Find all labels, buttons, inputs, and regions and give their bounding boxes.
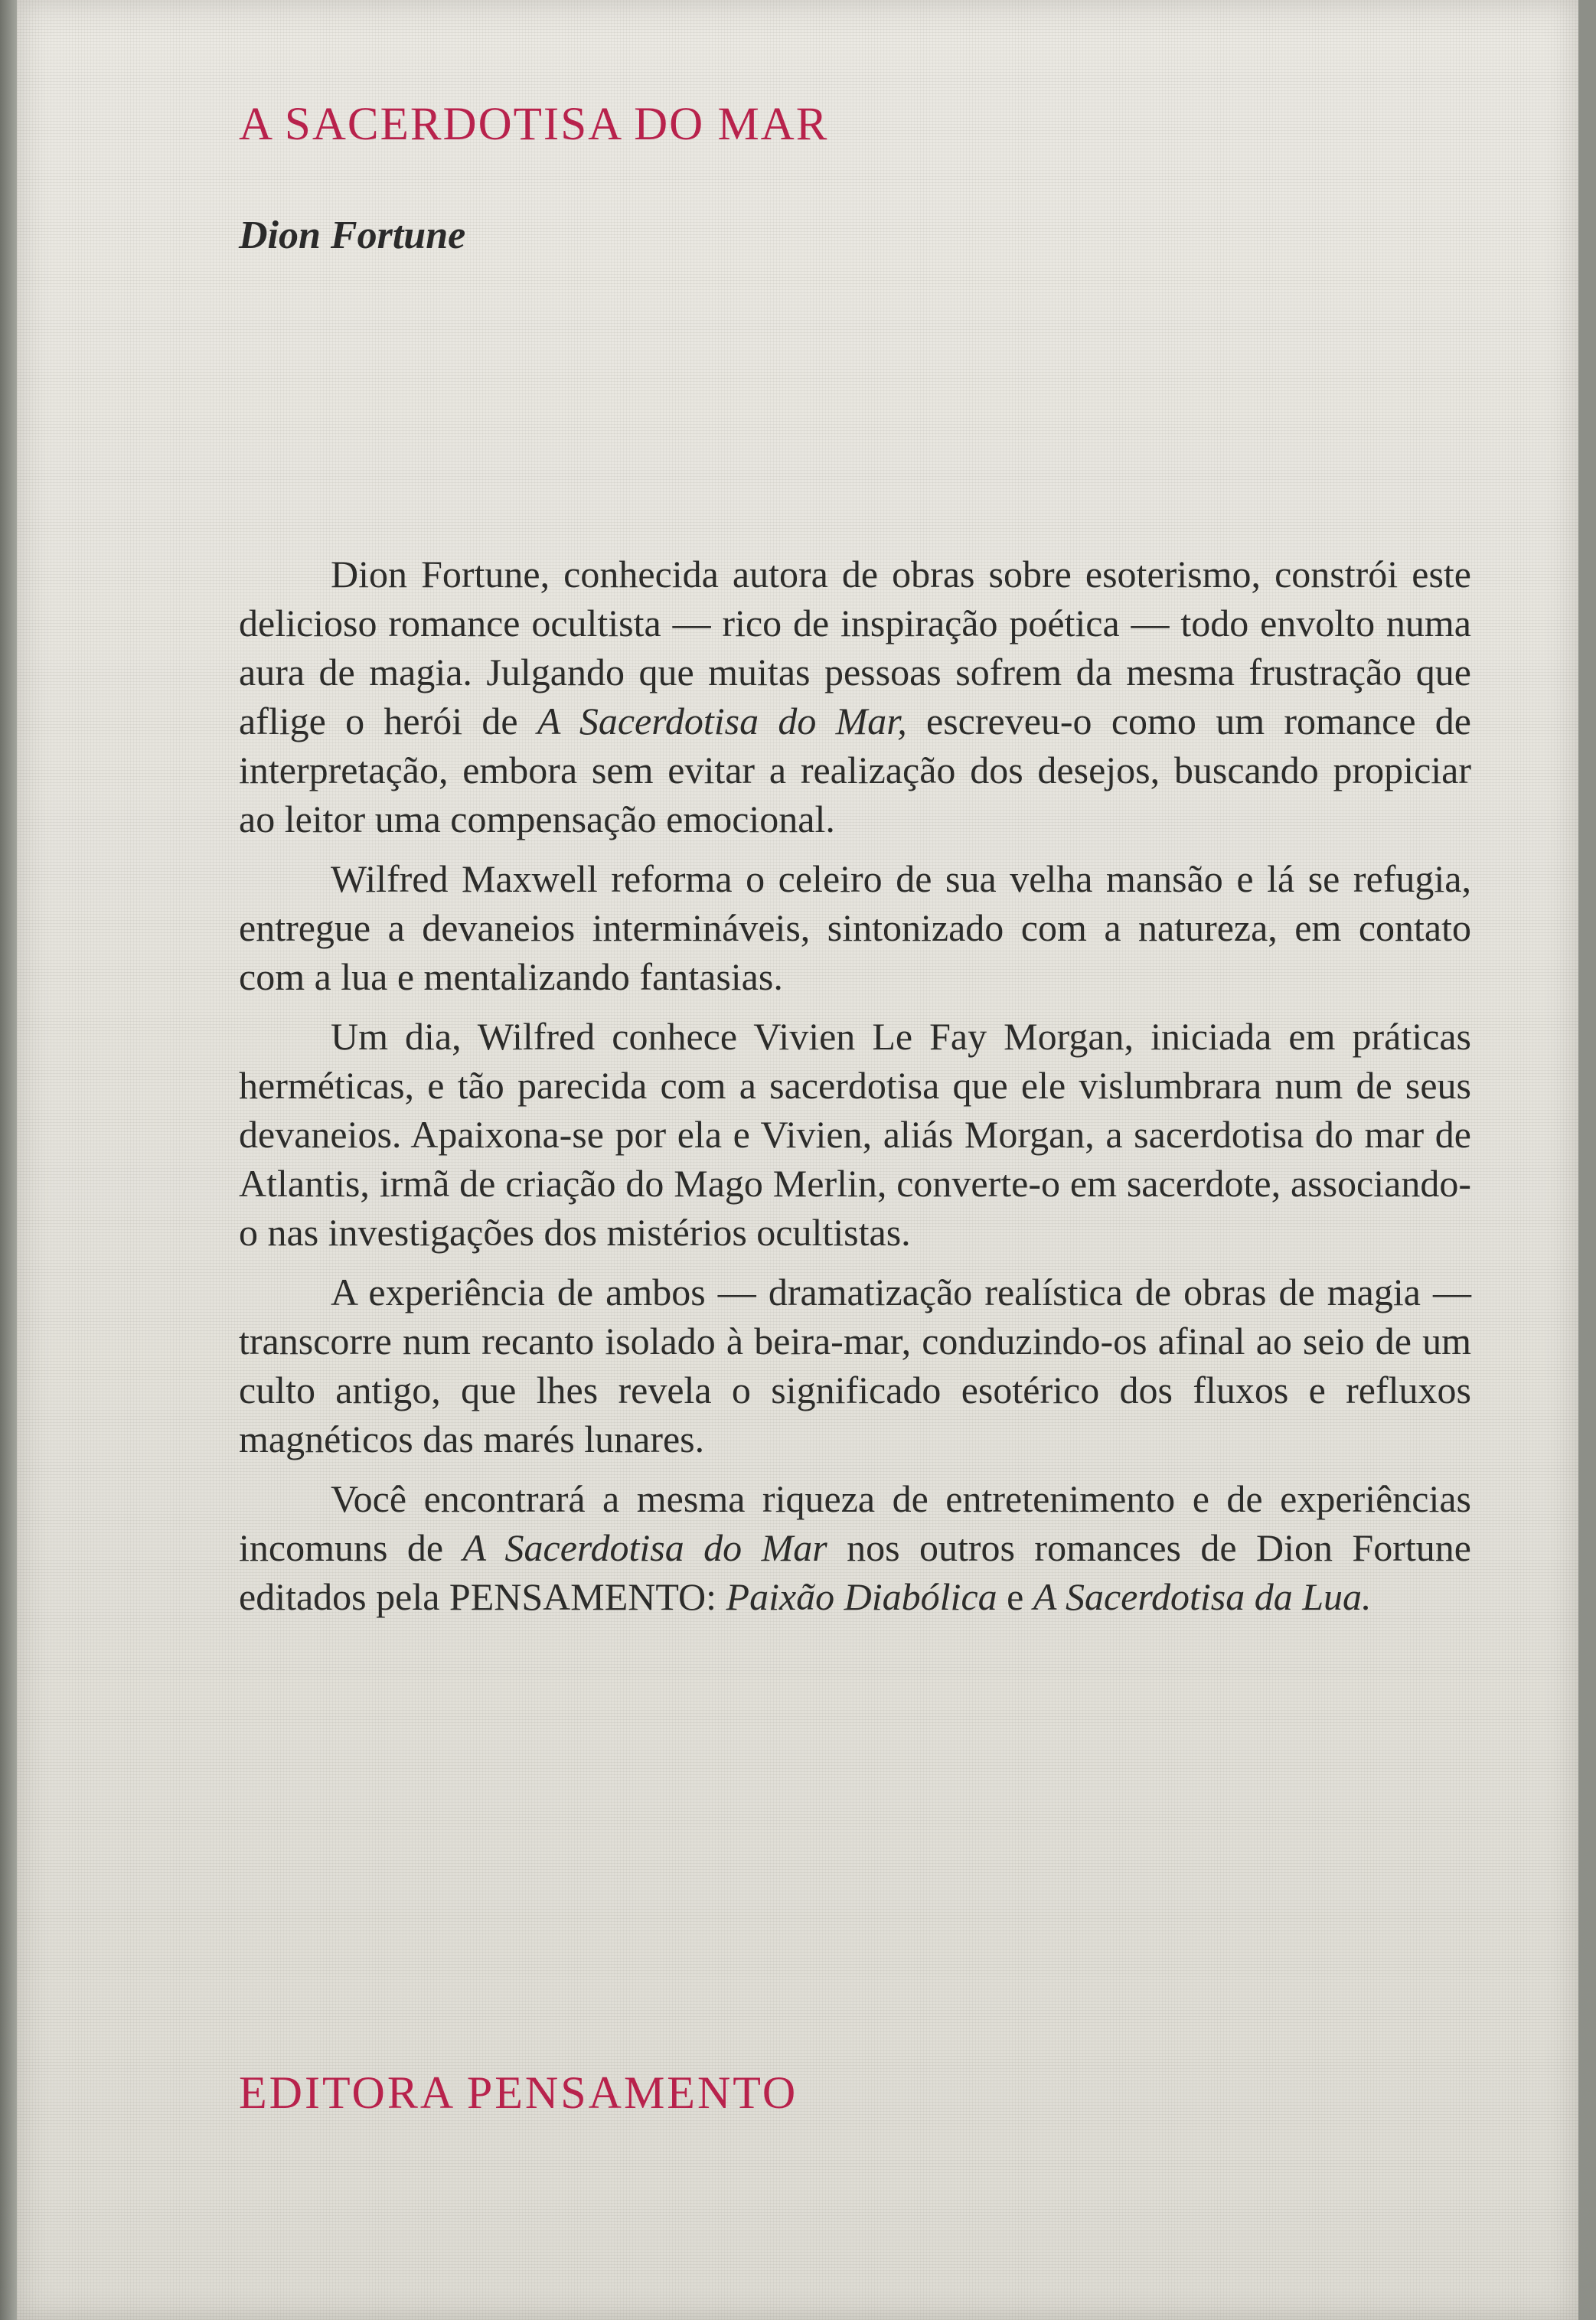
synopsis-paragraph-1-text-a: Dion Fortune, conhecida autora de obras sobre esoterismo, constrói este delicioso romance ocultista — rico de inspiração poética — todo envolto numa aura de magia. Julgando que muitas pessoas sofrem da mesma frustração que aflige o herói de <box>239 553 1471 742</box>
related-title-sacerdotisa-da-lua: A Sacerdotisa da Lua. <box>1033 1575 1372 1618</box>
synopsis-text <box>239 550 1471 1632</box>
publisher-name: EDITORA PENSAMENTO <box>239 2067 798 2118</box>
synopsis-paragraph-5-text-b: nos outros romances de Dion Fortune editados pela PENSAMENTO: <box>239 1526 1471 1618</box>
book-title-reference: A Sacerdotisa do Mar, <box>537 700 907 742</box>
synopsis-paragraph-5-text-a: Você encontrará a mesma riqueza de entretenimento e de experiências incomuns de <box>239 1477 1471 1569</box>
synopsis-paragraph-1-text-b: escreveu-o como um romance de interpretação, embora sem evitar a realização dos desejos, buscando propiciar ao leitor uma compensação emocional. <box>239 700 1472 840</box>
synopsis-paragraph-1 <box>239 550 1471 843</box>
synopsis-paragraph-2: Wilfred Maxwell reforma o celeiro de sua velha mansão e lá se refugia, entregue a devaneios intermináveis, sintonizado com a natureza, em contato com a lua e mentalizando fantasias. <box>239 857 1471 998</box>
synopsis-paragraph-5 <box>239 1474 1471 1621</box>
synopsis-paragraph-4: A experiência de ambos — dramatização realística de obras de magia — transcorre num recanto isolado à beira-mar, conduzindo-os afinal ao seio de um culto antigo, que lhes revela o significado esotérico dos fluxos e refluxos magnéticos das marés lunares. <box>239 1271 1471 1460</box>
book-title-reference: A Sacerdotisa do Mar <box>462 1526 827 1569</box>
synopsis-paragraph-3: Um dia, Wilfred conhece Vivien Le Fay Morgan, iniciada em práticas herméticas, e tão parecida com a sacerdotisa que ele vislumbrara num de seus devaneios. Apaixona-se por ela e Vivien, aliás Morgan, a sacerdotisa do mar de Atlantis, irmã de criação do Mago Merlin, converte-o em sacerdote, associando-o nas investigações dos mistérios ocultistas. <box>239 1015 1471 1254</box>
synopsis-paragraph-5-text-c: e <box>997 1575 1033 1618</box>
book-back-cover <box>17 0 1578 2320</box>
cover-edge-shadow <box>0 0 17 2320</box>
related-title-paixao-diabolica: Paixão Diabólica <box>726 1575 997 1618</box>
author-name: Dion Fortune <box>239 214 466 257</box>
book-title: A SACERDOTISA DO MAR <box>239 99 829 150</box>
